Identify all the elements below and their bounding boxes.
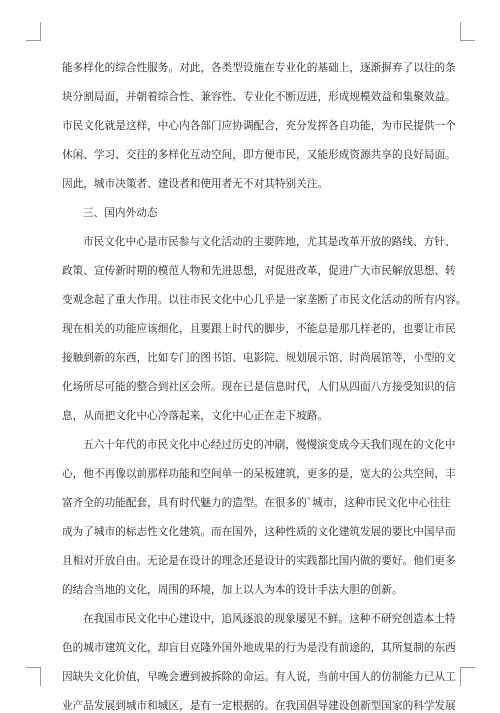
text-line: 五六十年代的市民文化中心经过历史的冲刷，慢慢演变成今天我们现在的文化中 (83, 439, 456, 451)
text-line: 政策、宣传新时期的模范人物和先进思想，对促进改革，促进广大市民解放思想、转 (62, 265, 456, 277)
crop-mark-bottom-left (26, 667, 41, 686)
text-line: 能多样化的综合性服务。对此，各类型设施在专业化的基础上，逐渐摒弃了以往的条 (62, 62, 456, 74)
text-line: 且相对开放自由。无论是在设计的理念还是设计的实践都比国内做的要好。他们更多 (62, 555, 456, 567)
text-line: 成为了城市的标志性文化建筑。而在国外，这种性质的文化建筑发展的要比中国早而 (62, 526, 456, 538)
text-line: 休闲、学习、交往的多样化互动空间，即方便市民，又能形成资源共享的良好局面。 (62, 149, 456, 161)
text-line: 的结合当地的文化，周围的环境，加上以人为本的设计手法大胆的创新。 (62, 584, 403, 596)
text-line: 接触到新的东西，比如专门的图书馆、电影院、规划展示馆、时尚展馆等，小型的文 (62, 352, 456, 364)
text-line: 富齐全的功能配套，具有时代魅力的造型。在很多的`城市，这种市民文化中心往往 (62, 497, 451, 509)
text-line: 变观念起了重大作用。以往市民文化中心几乎是一家垄断了市民文化活动的所有内容。 (62, 294, 467, 306)
text-line: 业产品发展到城市和城区，是有一定根据的。在我国倡导建设创新型国家的科学发展 (62, 700, 456, 712)
text-line: 块分割局面，并朝着综合性、兼容性、专业化不断迈进，形成规模效益和集聚效益。 (62, 91, 456, 103)
text-line: 因缺失文化价值，早晚会遭到被拆除的命运。有人说，当前中国人的仿制能力已从工 (62, 671, 456, 683)
text-line: 市民文化中心是市民参与文化活动的主要阵地，尤其是改革开放的路线、方针、 (83, 236, 456, 248)
text-line: 心，他不再像以前那样功能和空间单一的呆板建筑，更多的是，宽大的公共空间，丰 (62, 468, 456, 480)
crop-mark-top-left (26, 22, 41, 41)
text-line: 市民文化就是这样，中心内各部门应协调配合，充分发挥各自功能，为市民提供一个 (62, 120, 456, 132)
text-line: 在我国市民文化中心建设中，追风逐浪的现象屡见不鲜。这种不研究创造本土特 (83, 613, 456, 625)
text-line: 因此，城市决策者、建设者和使用者无不对其特别关注。 (62, 178, 329, 190)
crop-mark-bottom-right (460, 667, 475, 686)
crop-mark-top-right (460, 22, 475, 41)
text-line: 化场所尽可能的整合到社区会所。现在已是信息时代，人们从四面八方接受知识的信 (62, 381, 456, 393)
text-line: 色的城市建筑文化，却盲目克隆外国外地成果的行为是没有前途的，其所复制的东西 (62, 642, 456, 654)
section-heading: 三、国内外动态 (83, 207, 158, 219)
text-line: 息，从而把文化中心冷落起来，文化中心正在走下坡路。 (62, 410, 329, 422)
text-line: 现在相关的功能应该细化，且要跟上时代的脚步，不能总是那几样老的，也要让市民 (62, 323, 456, 335)
